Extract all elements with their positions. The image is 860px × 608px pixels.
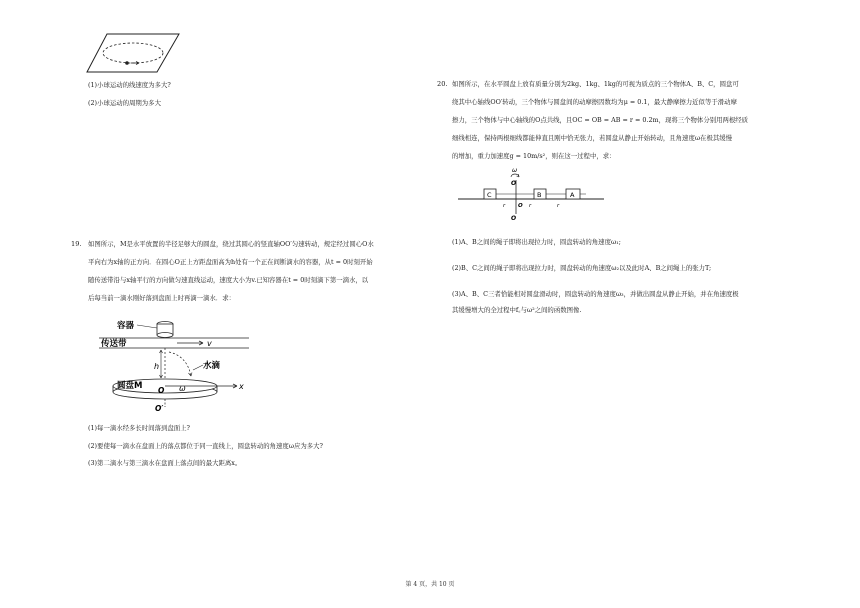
label-block-B: B (537, 191, 542, 199)
q19-figure (99, 314, 249, 412)
label-velocity: v (207, 339, 212, 348)
q20-line-3: 擦力，三个物体与中心轴线的O点共线，且OC = OB = AB = r = 0.2m，现将三个物体分别用两根经质 (452, 116, 749, 124)
q20-figure (456, 166, 606, 222)
q19-sub-1: (1)每一滴水经多长时间落到盘面上? (88, 424, 190, 432)
label-omega: ω (179, 384, 186, 393)
q20-sub-3-line-1: (3)A、B、C三者恰能相对圆盘滑动时，圆盘转动的角速度ω₃，并做出圆盘从静止开始，并在角速度极 (452, 290, 739, 298)
label-block-C: C (487, 191, 492, 199)
label-belt: 传送带 (101, 339, 127, 349)
q20-sub-1: (1)A、B之间的绳子即将出现拉力时，圆盘转动的角速度ω₁; (452, 238, 621, 246)
prev-question-sub2: (2)小球运动的周期为多大 (88, 99, 161, 107)
label-axis-bottom: O′ (155, 404, 164, 412)
label-center: O (158, 386, 165, 395)
q20-number: 20. (437, 80, 448, 88)
q20-sub-2: (2)B、C之间的绳子即将出现拉力时，圆盘转动的角速度ω₂以及此时A、B之间绳上的张力T; (452, 264, 712, 272)
label-q20-center-O: O (518, 203, 523, 209)
q19-line-2: 平向右为x轴的正方向．在圆心O正上方距盘面高为h处有一个正在间断滴水的容器，从t = 0时刻开始 (88, 258, 373, 266)
q20-sub-3-line-2: 其缓慢增大的全过程中f꜀与ω²之间的函数图像. (452, 306, 582, 314)
label-height: h (154, 362, 160, 371)
q19-sub-2: (2)要使每一滴水在盘面上的落点都位于同一直线上，圆盘转动的角速度ω应为多大? (88, 442, 323, 450)
q20-line-4: 细线相连，保持两根细线都能伸直且刚中恰无张力，若圆盘从静止开始转动，且角速度ω在极其缓慢 (452, 134, 733, 142)
page-footer: 第 4 页，共 10 页 (405, 581, 455, 588)
label-q20-top-O: O (511, 180, 517, 187)
q19-line-3: 随传送带沿与x轴平行的方向做匀速直线运动，速度大小为v.已知容器在t = 0时刻滴下第一滴水，以 (88, 276, 369, 284)
label-block-A: A (570, 191, 575, 199)
q19-number: 19. (71, 240, 82, 248)
q19-sub-3: (3)第二滴水与第三滴水在盘面上落点间的最大距离x。 (88, 459, 242, 467)
orbit-figure (85, 28, 185, 78)
prev-question-sub1: (1)小球运动的线速度为多大? (88, 81, 171, 89)
label-container: 容器 (117, 321, 135, 331)
label-disk: 圆盘M (117, 381, 143, 391)
label-r-1: r (503, 203, 506, 209)
label-r-2: r (529, 203, 532, 209)
q19-line-4: 后每当前一滴水刚好落到盘面上时再滴一滴水．求： (88, 294, 235, 302)
q20-line-1: 如图所示，在水平圆盘上放有质量分别为2kg、1kg、1kg的可视为质点的三个物体A、B、C，圆盘可 (452, 80, 739, 88)
q19-line-1: 如图所示，M是水平放置的半径足够大的圆盘，绕过其圆心的竖直轴OO′匀速转动，规定经过圆心O水 (88, 240, 374, 248)
q20-line-5: 的增加，重力加速度g = 10m/s²，则在这一过程中，求： (452, 152, 616, 160)
label-q20-omega: ω (512, 167, 518, 174)
label-q20-bottom-O: O (511, 215, 517, 222)
label-drop: 水滴 (203, 361, 221, 371)
label-r-3: r (557, 203, 560, 209)
q20-line-2: 绕其中心轴线OO′转动，三个物体与圆盘间的动摩擦因数均为μ = 0.1，最大静摩擦力近似等于滑动摩 (452, 98, 737, 106)
label-x-axis: x (239, 382, 244, 391)
